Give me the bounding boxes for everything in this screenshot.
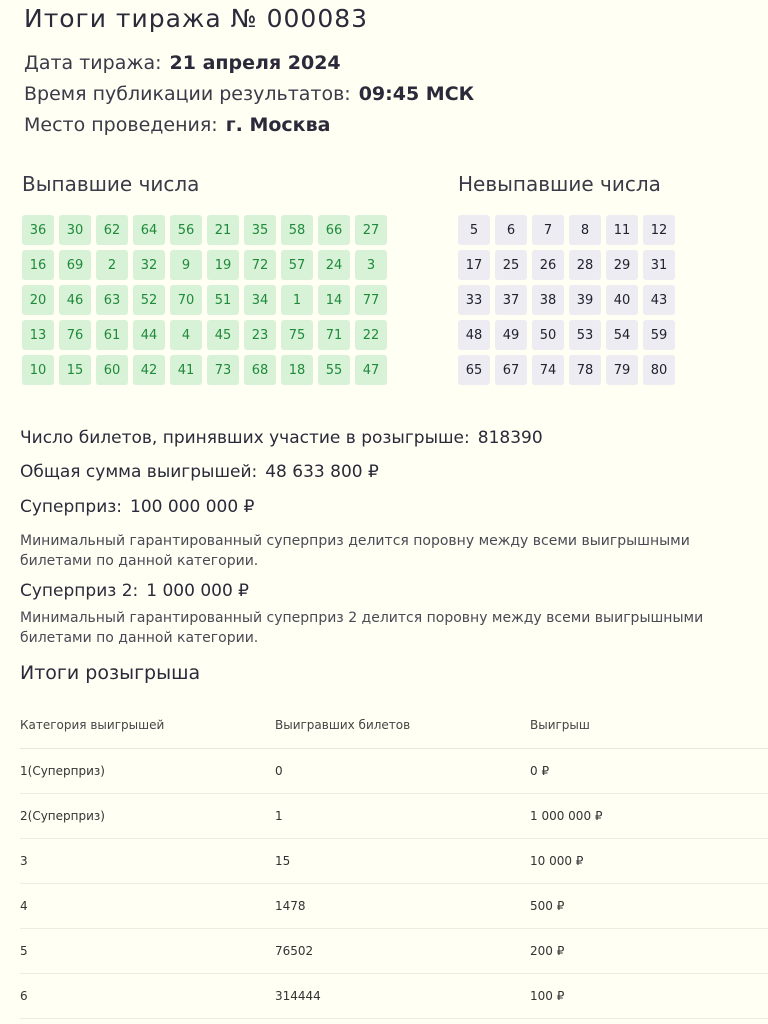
row-winners: 1 — [275, 793, 530, 838]
not-drawn-number: 40 — [606, 285, 638, 315]
drawn-number: 75 — [281, 320, 313, 350]
drawn-number: 20 — [22, 285, 54, 315]
drawn-number: 4 — [170, 320, 202, 350]
drawn-number: 34 — [244, 285, 276, 315]
drawn-number: 60 — [96, 355, 128, 385]
not-drawn-number: 39 — [569, 285, 601, 315]
drawn-number: 61 — [96, 320, 128, 350]
not-drawn-number: 5 — [458, 215, 490, 245]
drawn-number: 35 — [244, 215, 276, 245]
drawn-number: 51 — [207, 285, 239, 315]
row-prize: 200 ₽ — [530, 928, 768, 973]
not-drawn-number: 50 — [532, 320, 564, 350]
row-prize: 100 ₽ — [530, 973, 768, 1018]
drawn-number: 41 — [170, 355, 202, 385]
row-winners: 76502 — [275, 928, 530, 973]
not-drawn-number: 59 — [643, 320, 675, 350]
not-drawn-number: 80 — [643, 355, 675, 385]
total-label: Общая сумма выигрышей: — [20, 462, 258, 482]
drawn-number: 24 — [318, 250, 350, 280]
not-drawn-number: 54 — [606, 320, 638, 350]
drawn-number: 55 — [318, 355, 350, 385]
not-drawn-number: 53 — [569, 320, 601, 350]
total-line — [20, 462, 379, 482]
drawn-number: 9 — [170, 250, 202, 280]
drawn-number: 70 — [170, 285, 202, 315]
results-title: Итоги розыгрыша — [20, 662, 201, 684]
not-drawn-number: 33 — [458, 285, 490, 315]
superprize2-label: Суперприз 2: — [20, 581, 139, 601]
drawn-number: 3 — [355, 250, 387, 280]
drawn-number: 22 — [355, 320, 387, 350]
superprize-label: Суперприз: — [20, 497, 123, 517]
drawn-number: 64 — [133, 215, 165, 245]
drawn-number: 21 — [207, 215, 239, 245]
table-row — [20, 883, 768, 928]
drawn-number: 36 — [22, 215, 54, 245]
drawn-number: 44 — [133, 320, 165, 350]
not-drawn-number: 67 — [495, 355, 527, 385]
row-winners: 15 — [275, 838, 530, 883]
drawn-number: 47 — [355, 355, 387, 385]
drawn-number: 23 — [244, 320, 276, 350]
drawn-numbers-title: Выпавшие числа — [22, 172, 200, 196]
superprize-value: 100 000 000 ₽ — [130, 497, 255, 517]
row-prize: 0 ₽ — [530, 748, 768, 793]
drawn-number: 1 — [281, 285, 313, 315]
not-drawn-number: 43 — [643, 285, 675, 315]
not-drawn-number: 48 — [458, 320, 490, 350]
drawn-number: 72 — [244, 250, 276, 280]
drawn-number: 19 — [207, 250, 239, 280]
drawn-number: 52 — [133, 285, 165, 315]
not-drawn-number: 12 — [643, 215, 675, 245]
not-drawn-number: 79 — [606, 355, 638, 385]
drawn-number: 14 — [318, 285, 350, 315]
drawn-number: 27 — [355, 215, 387, 245]
row-category: 3 — [20, 838, 275, 883]
not-drawn-number: 7 — [532, 215, 564, 245]
row-winners: 314444 — [275, 973, 530, 1018]
draw-date-label: Дата тиража: — [24, 52, 162, 74]
drawn-number: 15 — [59, 355, 91, 385]
not-drawn-number: 26 — [532, 250, 564, 280]
not-drawn-number: 25 — [495, 250, 527, 280]
superprize2-note: Минимальный гарантированный суперприз 2 делится поровну между всеми выигрышными билетами по данной категории. — [20, 610, 704, 646]
column-header-category: Категория выигрышей — [20, 702, 275, 748]
drawn-number: 62 — [96, 215, 128, 245]
not-drawn-number: 17 — [458, 250, 490, 280]
drawn-number: 71 — [318, 320, 350, 350]
row-category: 6 — [20, 973, 275, 1018]
row-category: 2(Суперприз) — [20, 793, 275, 838]
publish-time-value: 09:45 МСК — [358, 83, 475, 105]
drawn-number: 66 — [318, 215, 350, 245]
superprize-note: Минимальный гарантированный суперприз делится поровну между всеми выигрышными билетами по данной категории. — [20, 533, 690, 569]
not-drawn-number: 78 — [569, 355, 601, 385]
drawn-number: 58 — [281, 215, 313, 245]
table-row — [20, 793, 768, 838]
not-drawn-number: 28 — [569, 250, 601, 280]
drawn-number: 63 — [96, 285, 128, 315]
column-header-prize: Выигрыш — [530, 702, 768, 748]
not-drawn-number: 74 — [532, 355, 564, 385]
row-prize: 500 ₽ — [530, 883, 768, 928]
row-winners: 0 — [275, 748, 530, 793]
place-label: Место проведения: — [24, 114, 218, 136]
drawn-number: 42 — [133, 355, 165, 385]
draw-date-value: 21 апреля 2024 — [169, 52, 341, 74]
table-row — [20, 928, 768, 973]
not-drawn-numbers-grid — [458, 215, 675, 385]
drawn-number: 2 — [96, 250, 128, 280]
publish-time-line — [24, 83, 474, 105]
table-row — [20, 973, 768, 1018]
not-drawn-numbers-title: Невыпавшие числа — [458, 172, 661, 196]
drawn-number: 57 — [281, 250, 313, 280]
drawn-number: 77 — [355, 285, 387, 315]
publish-time-label: Время публикации результатов: — [24, 83, 351, 105]
tickets-line — [20, 428, 543, 448]
drawn-number: 13 — [22, 320, 54, 350]
column-header-winners: Выигравших билетов — [275, 702, 530, 748]
not-drawn-number: 11 — [606, 215, 638, 245]
row-prize: 10 000 ₽ — [530, 838, 768, 883]
row-winners: 1478 — [275, 883, 530, 928]
drawn-numbers-grid — [22, 215, 387, 385]
table-row — [20, 748, 768, 793]
row-prize: 1 000 000 ₽ — [530, 793, 768, 838]
drawn-number: 46 — [59, 285, 91, 315]
results-header-row — [20, 702, 768, 748]
row-category: 4 — [20, 883, 275, 928]
drawn-number: 45 — [207, 320, 239, 350]
drawn-number: 69 — [59, 250, 91, 280]
not-drawn-number: 6 — [495, 215, 527, 245]
drawn-number: 30 — [59, 215, 91, 245]
drawn-number: 18 — [281, 355, 313, 385]
drawn-number: 73 — [207, 355, 239, 385]
page-title: Итоги тиража № 000083 — [24, 4, 369, 33]
tickets-value: 818390 — [477, 428, 543, 448]
superprize2-line — [20, 581, 249, 601]
drawn-number: 56 — [170, 215, 202, 245]
not-drawn-number: 38 — [532, 285, 564, 315]
tickets-label: Число билетов, принявших участие в розыгрыше: — [20, 428, 470, 448]
not-drawn-number: 8 — [569, 215, 601, 245]
drawn-number: 16 — [22, 250, 54, 280]
drawn-number: 68 — [244, 355, 276, 385]
row-category: 5 — [20, 928, 275, 973]
drawn-number: 32 — [133, 250, 165, 280]
table-row — [20, 838, 768, 883]
drawn-number: 10 — [22, 355, 54, 385]
draw-date-line — [24, 52, 341, 74]
place-value: г. Москва — [225, 114, 331, 136]
total-value: 48 633 800 ₽ — [265, 462, 379, 482]
not-drawn-number: 49 — [495, 320, 527, 350]
drawn-number: 76 — [59, 320, 91, 350]
not-drawn-number: 29 — [606, 250, 638, 280]
not-drawn-number: 37 — [495, 285, 527, 315]
superprize-line — [20, 497, 254, 517]
superprize2-value: 1 000 000 ₽ — [146, 581, 249, 601]
not-drawn-number: 65 — [458, 355, 490, 385]
row-category: 1(Суперприз) — [20, 748, 275, 793]
place-line — [24, 114, 330, 136]
not-drawn-number: 31 — [643, 250, 675, 280]
results-table — [20, 702, 768, 1019]
